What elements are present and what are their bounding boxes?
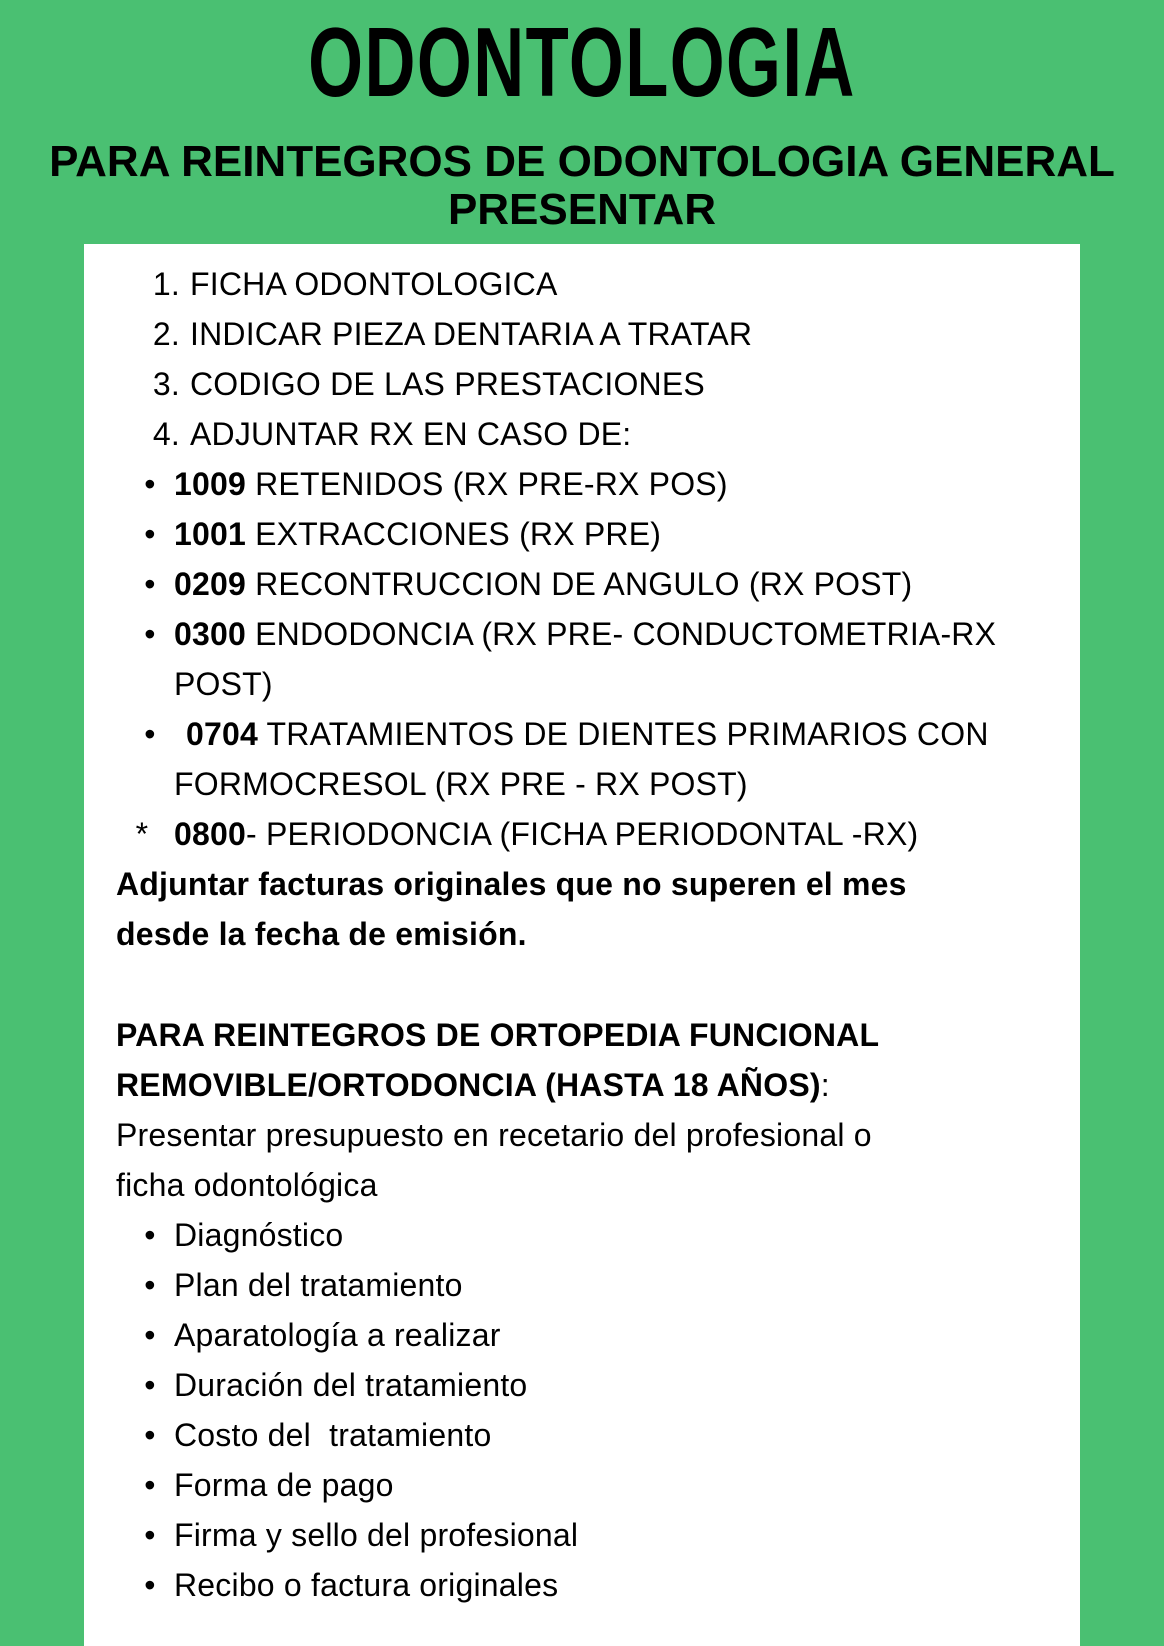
rx-description: RECONTRUCCION DE ANGULO (RX POST) xyxy=(246,566,913,602)
rx-description: RETENIDOS (RX PRE-RX POS) xyxy=(246,466,728,502)
item-number: 3. xyxy=(152,366,180,402)
item-text: CODIGO DE LAS PRESTACIONES xyxy=(190,366,705,402)
bullet-icon: • xyxy=(144,516,156,552)
content-card xyxy=(84,244,1080,1646)
rx-code: 0800 xyxy=(174,816,246,852)
rx-item-label xyxy=(174,464,728,504)
rx-code: 0209 xyxy=(174,566,246,602)
rx-code: 1009 xyxy=(174,466,246,502)
rx-item-label xyxy=(174,514,661,554)
asterisk-icon: * xyxy=(135,816,149,852)
bullet-icon: • xyxy=(144,466,156,502)
requirement-text: Aparatología a realizar xyxy=(174,1317,501,1353)
item-text: INDICAR PIEZA DENTARIA A TRATAR xyxy=(190,316,753,352)
bullet-icon: • xyxy=(144,1317,156,1353)
bullet-icon: • xyxy=(144,616,156,652)
rx-description: ENDODONCIA (RX PRE- CONDUCTOMETRIA-RX xyxy=(246,616,997,652)
item-text: ADJUNTAR RX EN CASO DE: xyxy=(190,416,632,452)
rx-code: 1001 xyxy=(174,516,246,552)
subtitle-line-2: PRESENTAR xyxy=(447,185,717,234)
requirement-text: Plan del tratamiento xyxy=(174,1267,463,1303)
requirement-text: Forma de pago xyxy=(174,1467,394,1503)
item-text: FICHA ODONTOLOGICA xyxy=(190,266,558,302)
rx-item-label xyxy=(174,614,996,654)
rx-code: 0300 xyxy=(174,616,246,652)
bullet-icon: • xyxy=(144,1217,156,1253)
requirement-text: Costo del tratamiento xyxy=(174,1417,492,1453)
page-title: ODONTOLOGIA xyxy=(308,7,856,117)
rx-description: - PERIODONCIA (FICHA PERIODONTAL -RX) xyxy=(246,816,919,852)
bullet-icon: • xyxy=(144,566,156,602)
bullet-icon: • xyxy=(144,1467,156,1503)
subtitle-line-1: PARA REINTEGROS DE ODONTOLOGIA GENERAL xyxy=(49,137,1115,186)
rx-description-cont: POST) xyxy=(174,666,273,702)
bullet-icon: • xyxy=(144,1267,156,1303)
requirement-text: Firma y sello del profesional xyxy=(174,1517,579,1553)
page-subtitle xyxy=(0,138,1164,234)
requirement-text: Diagnóstico xyxy=(174,1217,344,1253)
rx-item-label xyxy=(174,814,918,854)
bullet-icon: • xyxy=(144,1567,156,1603)
rx-item-label xyxy=(186,714,989,754)
rx-description: TRATAMIENTOS DE DIENTES PRIMARIOS CON xyxy=(258,716,989,752)
orthopedics-heading-line-2 xyxy=(116,1065,830,1105)
rx-code: 0704 xyxy=(186,716,258,752)
bullet-icon: • xyxy=(144,1367,156,1403)
orthopedics-heading-text: REMOVIBLE/ORTODONCIA (HASTA 18 AÑOS) xyxy=(116,1067,821,1103)
requirement-text: Duración del tratamiento xyxy=(174,1367,528,1403)
orthopedics-intro-line-2: ficha odontológica xyxy=(116,1167,378,1203)
orthopedics-intro-line-1: Presentar presupuesto en recetario del profesional o xyxy=(116,1117,872,1153)
requirement-text: Recibo o factura originales xyxy=(174,1567,559,1603)
orthopedics-heading-line-1: PARA REINTEGROS DE ORTOPEDIA FUNCIONAL xyxy=(116,1017,880,1053)
item-number: 1. xyxy=(152,266,180,302)
invoice-note-line-1: Adjuntar facturas originales que no superen el mes xyxy=(116,866,907,902)
item-number: 2. xyxy=(152,316,180,352)
item-number: 4. xyxy=(152,416,180,452)
rx-description-cont: FORMOCRESOL (RX PRE - RX POST) xyxy=(174,766,748,802)
bullet-icon: • xyxy=(144,716,156,752)
bullet-icon: • xyxy=(144,1517,156,1553)
bullet-icon: • xyxy=(144,1417,156,1453)
rx-description: EXTRACCIONES (RX PRE) xyxy=(246,516,662,552)
rx-item-label xyxy=(174,564,912,604)
invoice-note-line-2: desde la fecha de emisión. xyxy=(116,916,527,952)
orthopedics-heading-colon: : xyxy=(820,1067,830,1103)
